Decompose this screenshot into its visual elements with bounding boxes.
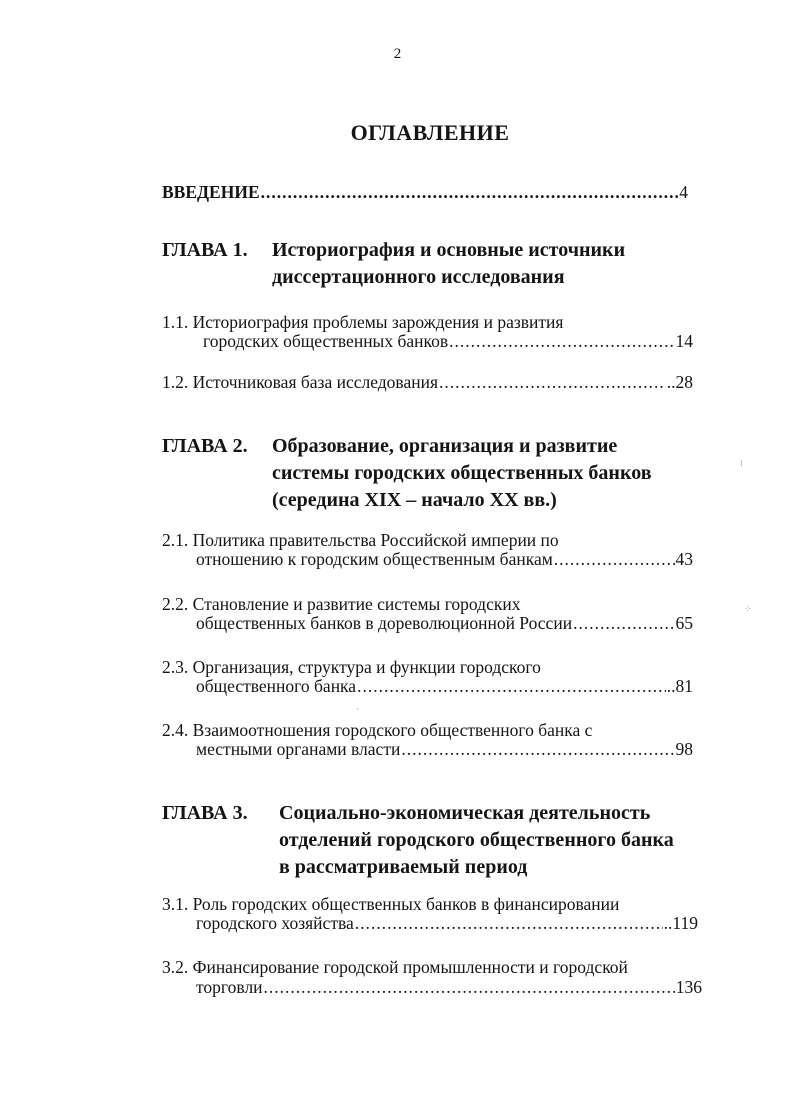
section-title-cont: общественных банков в дореволюционной России	[196, 613, 573, 633]
section-title: Роль городских общественных банков в финансировании	[192, 894, 620, 914]
section-title-cont: общественного банка	[196, 676, 357, 696]
section-number: 3.1.	[162, 894, 189, 914]
dot-leader	[355, 911, 663, 935]
intro-label: ВВЕДЕНИЕ	[162, 182, 260, 202]
dot-leader	[261, 180, 679, 204]
section-page: 98	[675, 739, 693, 759]
section-title: Политика правительства Российской империи по	[192, 530, 559, 550]
section-title-cont: местными органами власти	[196, 739, 401, 759]
scan-speck: ⁘	[744, 604, 752, 614]
section-number: 2.4.	[162, 720, 189, 740]
section-page: ..81	[666, 676, 693, 696]
section-title: Финансирование городской промышленности и городской	[192, 957, 628, 977]
dot-leader	[264, 975, 675, 999]
toc-entry-intro[interactable]	[162, 180, 688, 204]
dot-leader	[449, 329, 674, 353]
section-title: Становление и развитие системы городских	[192, 594, 521, 614]
section-number: 1.2.	[162, 372, 189, 392]
section-page: 43	[675, 549, 693, 569]
chapter-3-title: Социально-экономическая деятельность отделений городского общественного банка в рассматриваемый период	[279, 802, 674, 878]
toc-entry-1-2[interactable]	[162, 370, 693, 394]
section-page: ..119	[663, 913, 698, 933]
dot-leader	[357, 674, 666, 698]
section-title: Источниковая база исследования	[192, 372, 438, 392]
section-number: 2.1.	[162, 530, 189, 550]
chapter-1-heading[interactable]	[162, 237, 722, 293]
scan-speck: ⁝	[740, 458, 743, 468]
section-title: Взаимоотношения городского общественного банка с	[192, 720, 593, 740]
section-title-cont: городского хозяйства	[196, 913, 354, 933]
page-number: 2	[393, 46, 402, 62]
chapter-3-heading[interactable]	[162, 800, 722, 884]
section-number: 1.1.	[162, 312, 189, 332]
dot-leader	[554, 547, 675, 571]
section-page: 14	[675, 331, 693, 351]
section-title-cont: городских общественных банков	[203, 331, 449, 351]
chapter-2-title: Образование, организация и развитие системы городских общественных банков (середина XIX – начало XX вв.)	[272, 435, 652, 511]
chapter-2-label: ГЛАВА 2.	[162, 435, 248, 457]
dot-leader	[573, 611, 674, 635]
section-page: ..28	[666, 372, 693, 392]
section-page: 65	[675, 613, 693, 633]
section-title: Историография проблемы зарождения и развития	[192, 312, 564, 332]
section-page: 136	[675, 977, 702, 997]
section-title-cont: отношению к городским общественным банкам	[196, 549, 553, 569]
section-number: 2.3.	[162, 657, 189, 677]
intro-page: 4	[679, 182, 688, 202]
toc-title: ОГЛАВЛЕНИЕ	[350, 120, 510, 145]
chapter-3-label: ГЛАВА 3.	[162, 802, 248, 824]
dot-leader	[439, 370, 666, 394]
scan-speck: ·	[356, 704, 359, 714]
section-number: 3.2.	[162, 957, 189, 977]
dot-leader	[401, 737, 674, 761]
chapter-2-heading[interactable]	[162, 433, 722, 517]
section-number: 2.2.	[162, 594, 189, 614]
section-title-cont: торговли	[196, 977, 263, 997]
section-title: Организация, структура и функции городского	[192, 657, 541, 677]
chapter-1-label: ГЛАВА 1.	[162, 239, 248, 261]
chapter-1-title: Историография и основные источники диссертационного исследования	[272, 239, 626, 288]
